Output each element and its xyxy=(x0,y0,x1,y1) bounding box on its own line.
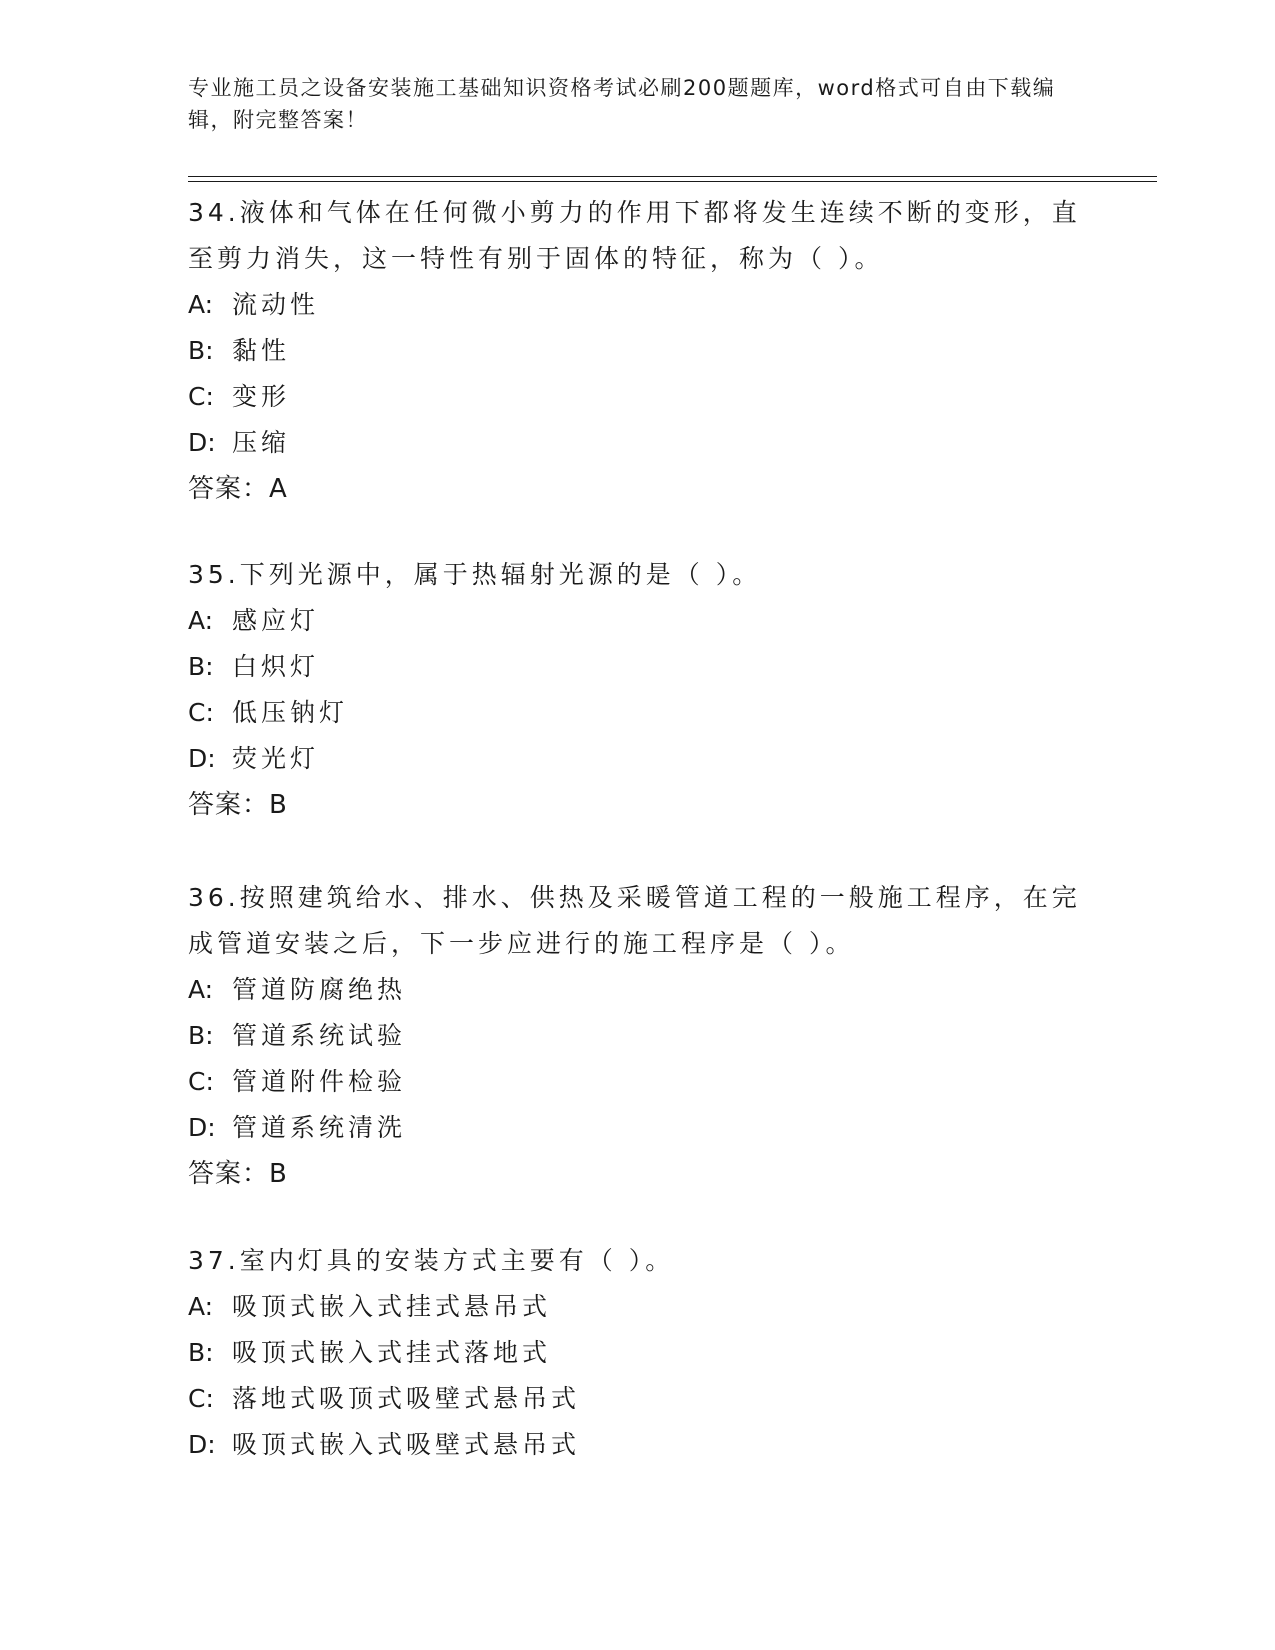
option-b xyxy=(188,644,1088,690)
option-text: 落地式吸顶式吸壁式悬吊式 xyxy=(232,1384,581,1413)
option-key: A: xyxy=(188,290,214,319)
option-a xyxy=(188,282,1088,328)
option-text: 变形 xyxy=(232,382,291,411)
option-text: 管道系统试验 xyxy=(232,1021,407,1050)
option-key: B: xyxy=(188,1338,214,1367)
option-c xyxy=(188,1059,1088,1105)
option-text: 白炽灯 xyxy=(232,652,320,681)
option-text: 荧光灯 xyxy=(232,744,320,773)
option-b xyxy=(188,1330,1088,1376)
option-text: 吸顶式嵌入式挂式悬吊式 xyxy=(232,1292,552,1321)
option-text: 管道附件检验 xyxy=(232,1067,407,1096)
option-text: 感应灯 xyxy=(232,606,320,635)
question-stem: 37.室内灯具的安装方式主要有（ ）。 xyxy=(188,1246,675,1275)
option-c xyxy=(188,690,1088,736)
option-key: D: xyxy=(188,428,216,457)
option-key: D: xyxy=(188,1113,216,1142)
option-text: 黏性 xyxy=(232,336,291,365)
option-b xyxy=(188,328,1088,374)
option-text: 吸顶式嵌入式挂式落地式 xyxy=(232,1338,552,1367)
document-header: 专业施工员之设备安装施工基础知识资格考试必刷200题题库，word格式可自由下载编辑，附完整答案！ xyxy=(188,76,1056,132)
question-stem: 36.按照建筑给水、排水、供热及采暖管道工程的一般施工程序，在完成管道安装之后，下一步应进行的施工程序是（ ）。 xyxy=(188,883,1081,958)
option-d xyxy=(188,420,1088,466)
option-text: 流动性 xyxy=(232,290,320,319)
option-text: 管道系统清洗 xyxy=(232,1113,407,1142)
option-a xyxy=(188,598,1088,644)
option-a xyxy=(188,967,1088,1013)
answer-line: 答案：B xyxy=(188,790,288,820)
answer-line: 答案：B xyxy=(188,1159,288,1189)
question-36 xyxy=(188,875,1088,1197)
option-text: 压缩 xyxy=(232,428,291,457)
option-text: 低压钠灯 xyxy=(232,698,349,727)
option-key: C: xyxy=(188,1067,214,1096)
option-a xyxy=(188,1284,1088,1330)
option-key: B: xyxy=(188,652,214,681)
answer-line: 答案：A xyxy=(188,474,288,504)
option-key: C: xyxy=(188,1384,214,1413)
question-35 xyxy=(188,552,1088,828)
option-d xyxy=(188,1422,1088,1468)
option-d xyxy=(188,1105,1088,1151)
option-key: B: xyxy=(188,1021,214,1050)
header-divider-bottom xyxy=(188,181,1157,182)
header-divider-top xyxy=(188,176,1157,177)
option-key: A: xyxy=(188,1292,214,1321)
option-key: C: xyxy=(188,698,214,727)
question-34 xyxy=(188,190,1088,512)
option-b xyxy=(188,1013,1088,1059)
option-key: D: xyxy=(188,744,216,773)
question-37 xyxy=(188,1238,1088,1468)
option-key: C: xyxy=(188,382,214,411)
option-key: B: xyxy=(188,336,214,365)
option-key: A: xyxy=(188,606,214,635)
option-c xyxy=(188,374,1088,420)
option-key: D: xyxy=(188,1430,216,1459)
option-key: A: xyxy=(188,975,214,1004)
question-stem: 34.液体和气体在任何微小剪力的作用下都将发生连续不断的变形，直至剪力消失，这一特性有别于固体的特征，称为（ ）。 xyxy=(188,198,1081,273)
option-c xyxy=(188,1376,1088,1422)
option-text: 管道防腐绝热 xyxy=(232,975,407,1004)
question-stem: 35.下列光源中，属于热辐射光源的是（ ）。 xyxy=(188,560,762,589)
option-text: 吸顶式嵌入式吸壁式悬吊式 xyxy=(232,1430,581,1459)
option-d xyxy=(188,736,1088,782)
